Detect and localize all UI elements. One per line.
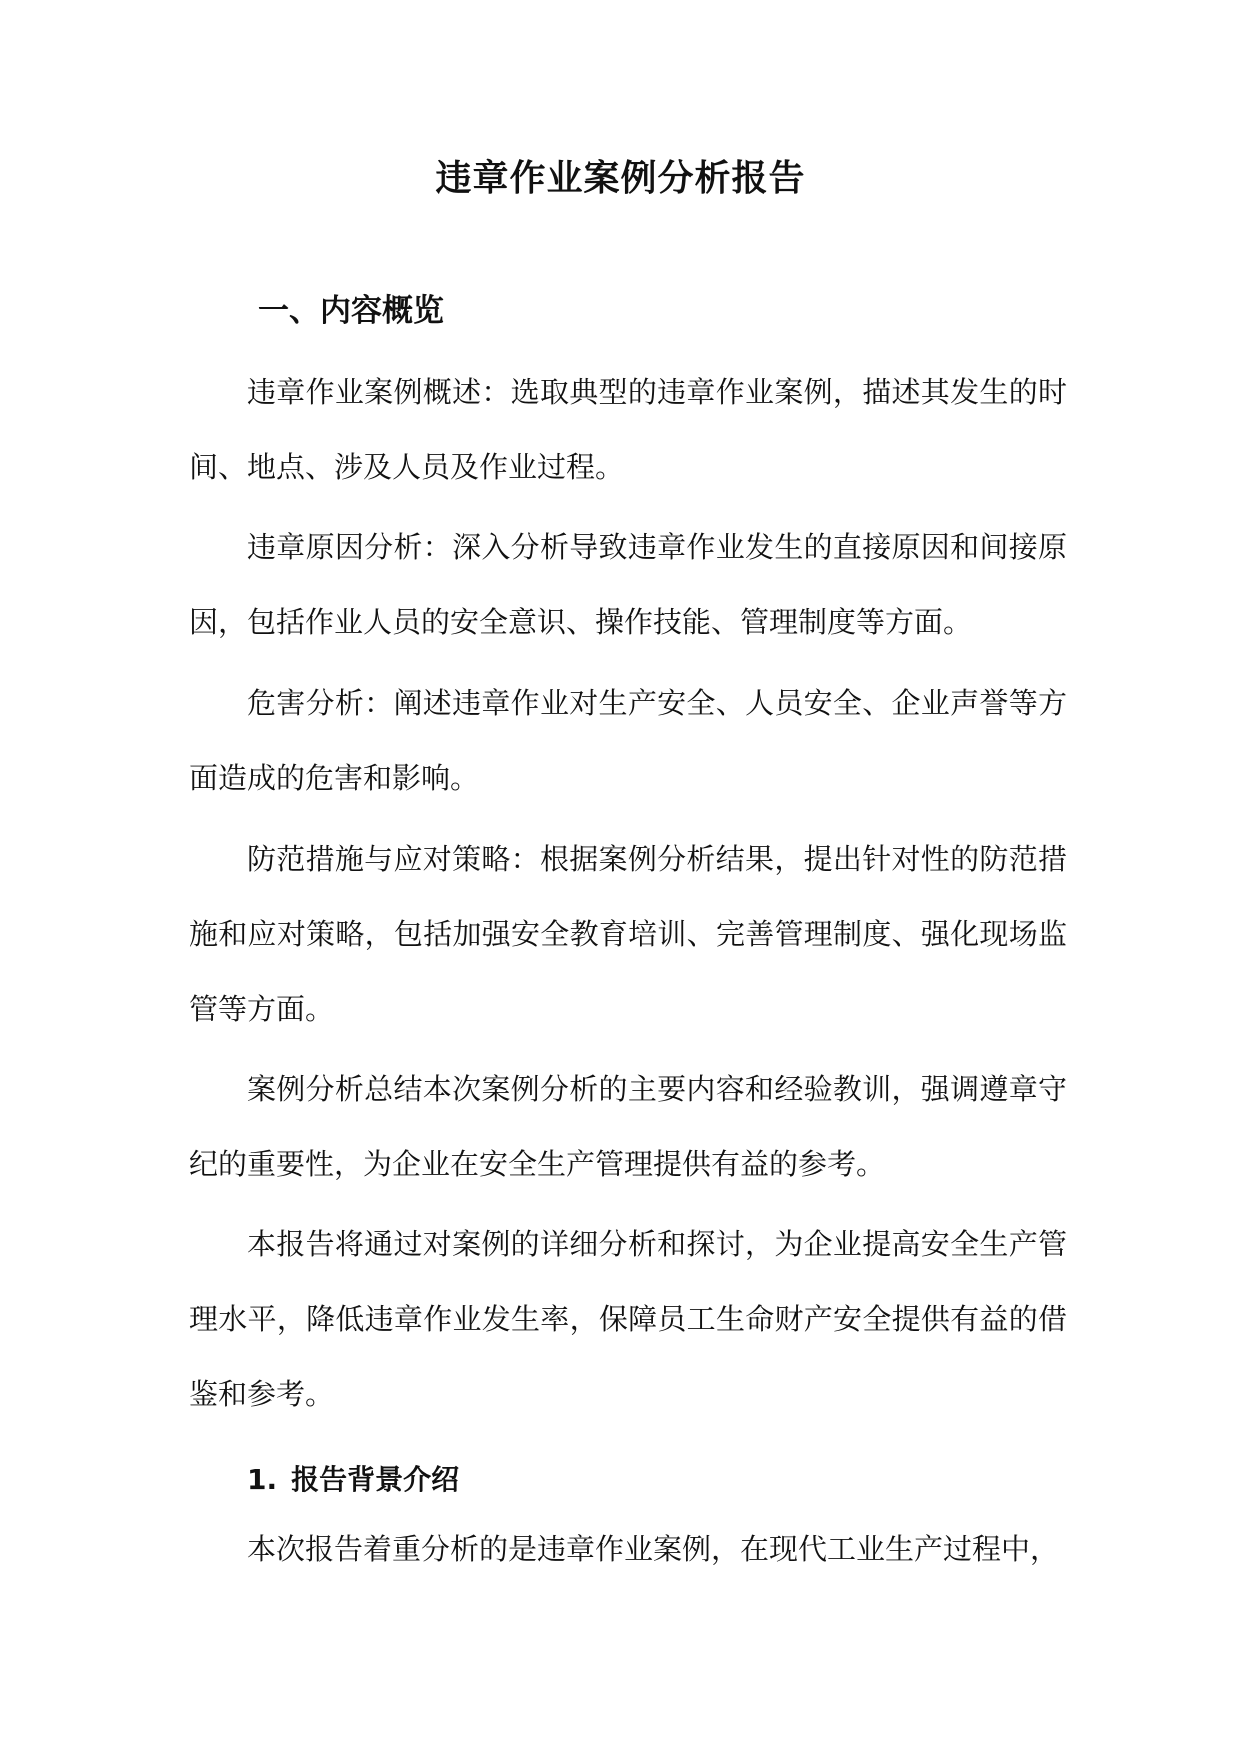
section-heading: 一、内容概览 <box>258 293 444 329</box>
paragraph-prevention-measures: 防范措施与应对策略：根据案例分析结果，提出针对性的防范措施和应对策略，包括加强安全教育培训、完善管理制度、强化现场监管等方面。 <box>189 842 1067 1026</box>
paragraph-case-overview: 违章作业案例概述：选取典型的违章作业案例，描述其发生的时间、地点、涉及人员及作业过程。 <box>189 375 1067 484</box>
subsection-number: 1. <box>247 1463 278 1496</box>
paragraph-report-purpose: 本报告将通过对案例的详细分析和探讨，为企业提高安全生产管理水平，降低违章作业发生率，保障员工生命财产安全提供有益的借鉴和参考。 <box>189 1227 1067 1411</box>
subsection-title: 报告背景介绍 <box>291 1463 460 1496</box>
paragraph-cause-analysis: 违章原因分析：深入分析导致违章作业发生的直接原因和间接原因，包括作业人员的安全意识、操作技能、管理制度等方面。 <box>189 530 1067 639</box>
paragraph-case-summary: 案例分析总结本次案例分析的主要内容和经验教训，强调遵章守纪的重要性，为企业在安全生产管理提供有益的参考。 <box>189 1072 1067 1181</box>
paragraph-background: 本次报告着重分析的是违章作业案例，在现代工业生产过程中， <box>247 1532 1060 1566</box>
paragraph-hazard-analysis: 危害分析：阐述违章作业对生产安全、人员安全、企业声誉等方面造成的危害和影响。 <box>189 686 1067 795</box>
subsection-heading <box>247 1458 459 1498</box>
document-title: 违章作业案例分析报告 <box>435 158 806 199</box>
